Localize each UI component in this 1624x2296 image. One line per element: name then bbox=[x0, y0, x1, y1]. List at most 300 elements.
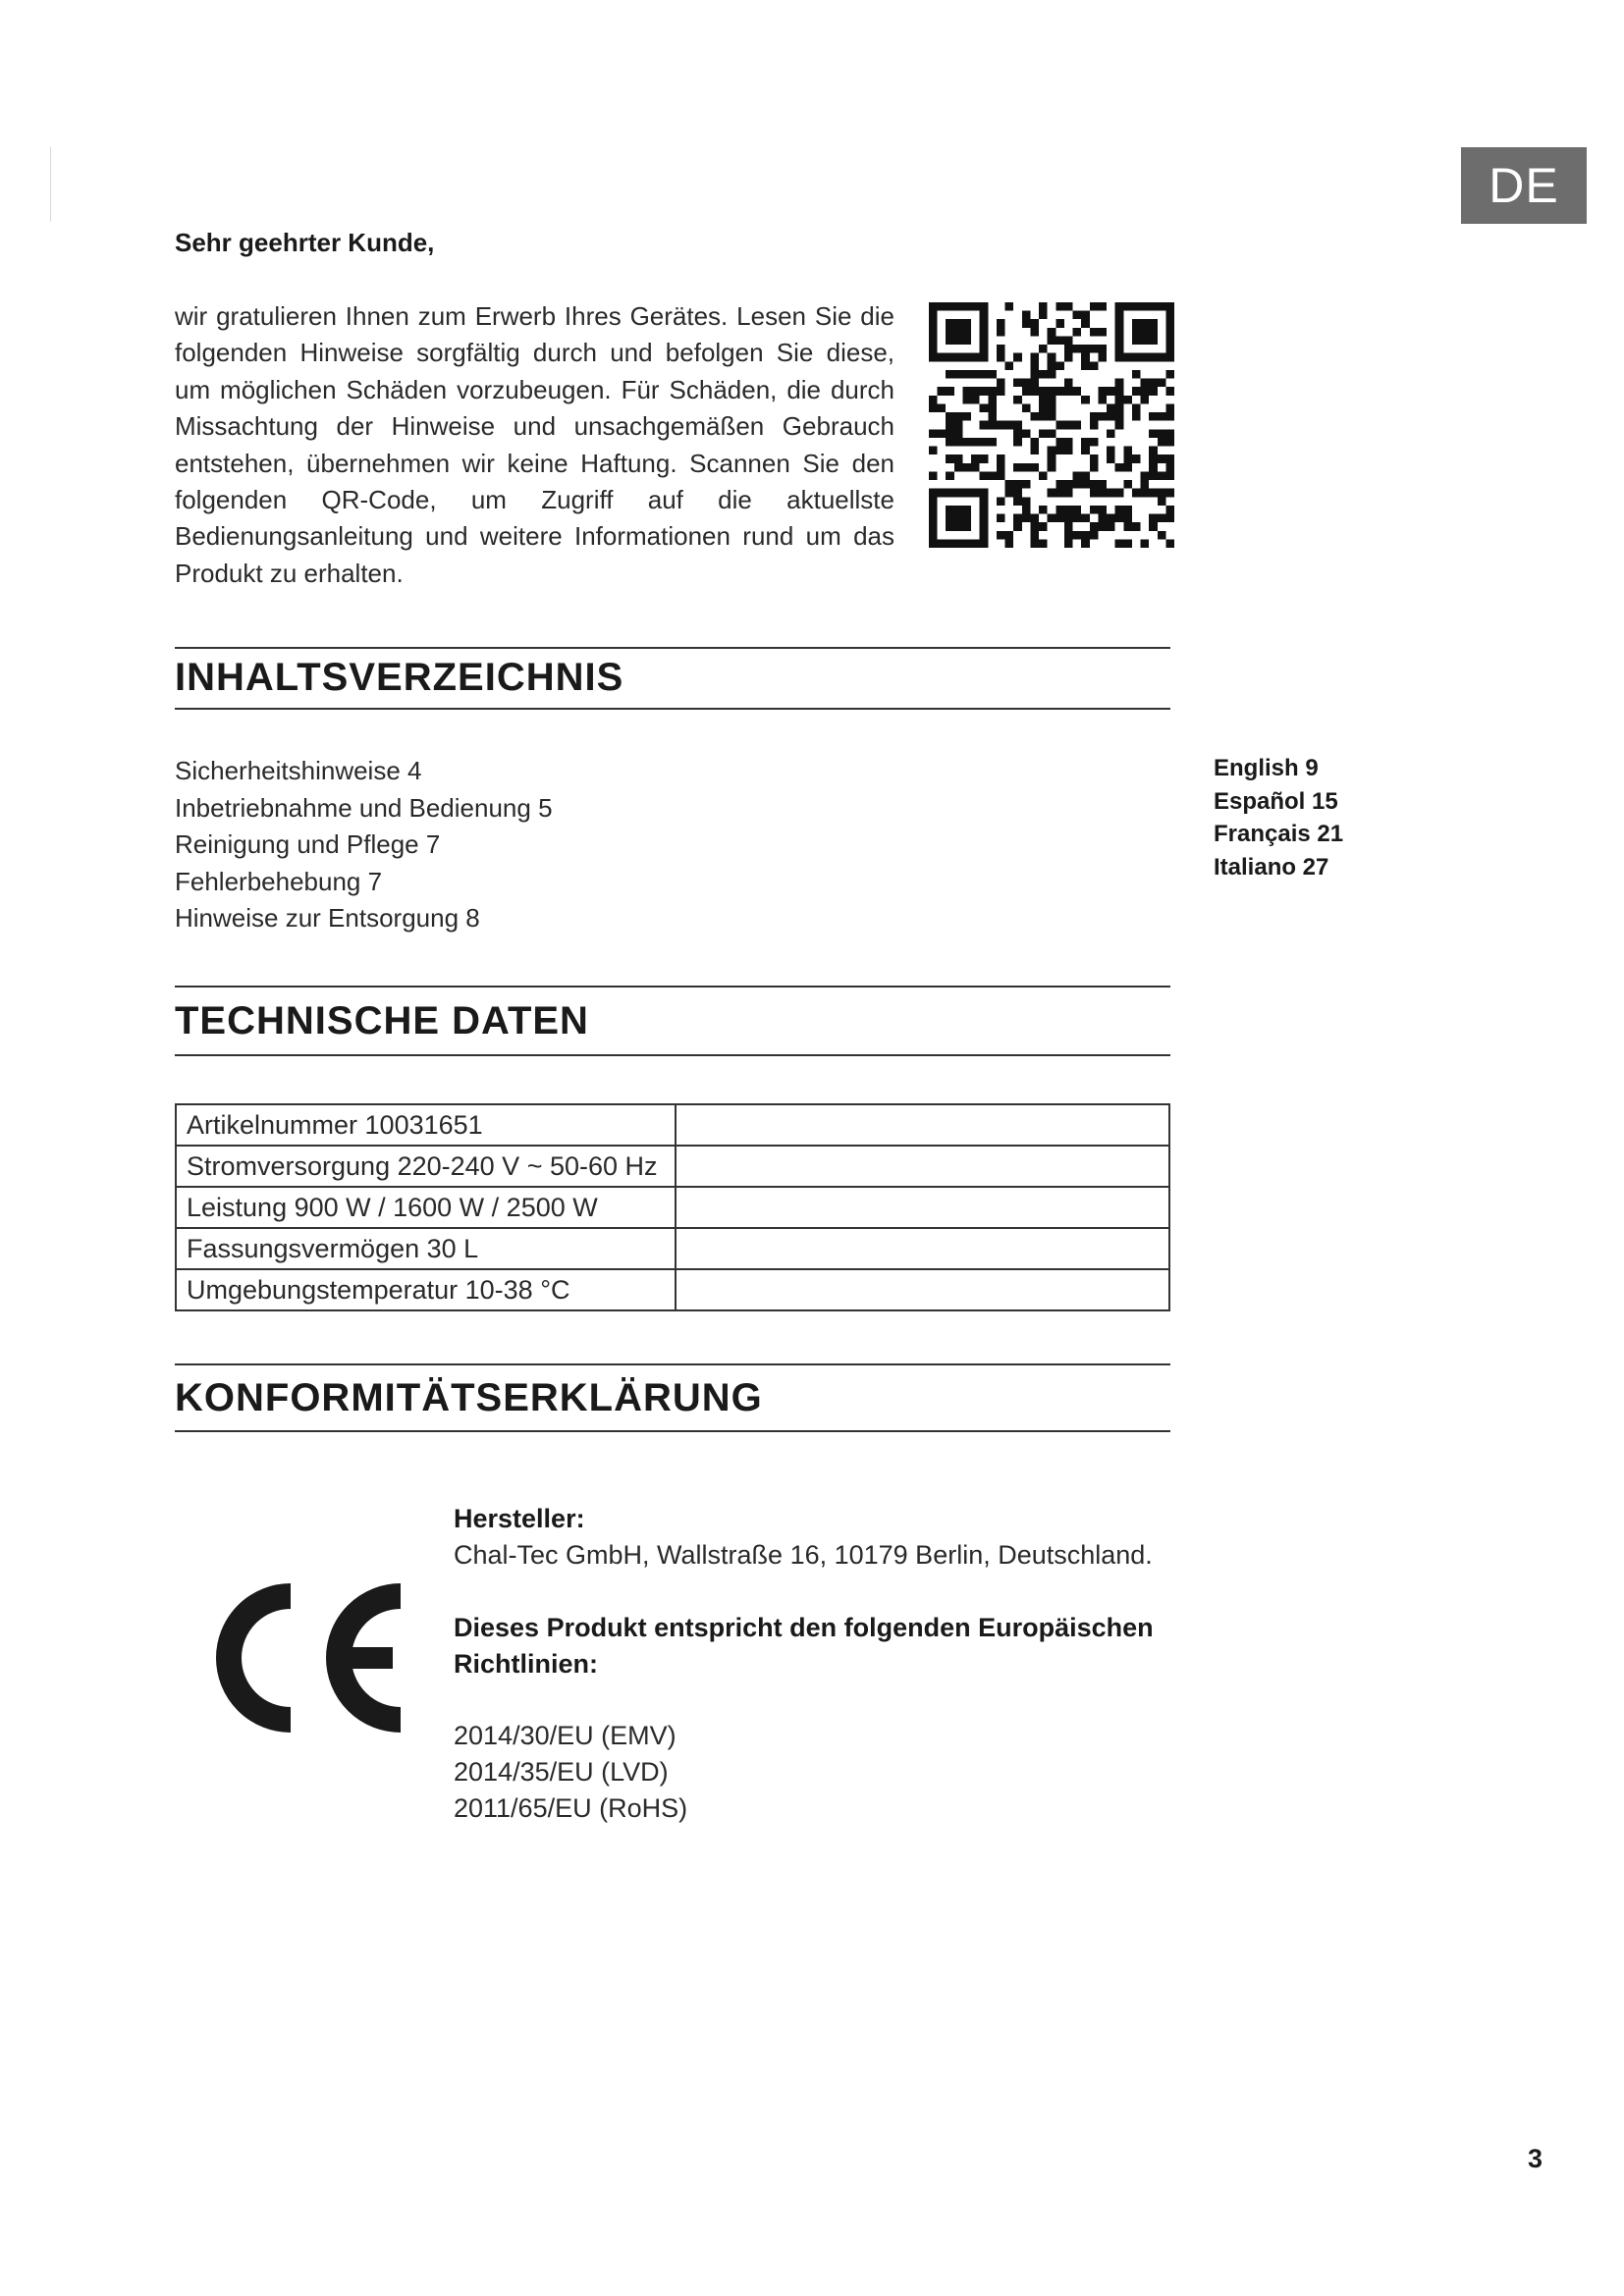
qr-module bbox=[1056, 387, 1064, 396]
qr-module bbox=[1158, 489, 1166, 498]
spec-label: Artikelnummer 10031651 bbox=[176, 1104, 676, 1146]
qr-module bbox=[1141, 396, 1150, 404]
qr-module bbox=[1115, 396, 1124, 404]
qr-module bbox=[1165, 489, 1174, 498]
qr-module bbox=[1022, 311, 1031, 320]
section-rule bbox=[175, 1363, 1170, 1365]
qr-module bbox=[1107, 454, 1115, 463]
table-row bbox=[176, 1146, 1169, 1187]
qr-module bbox=[1115, 387, 1124, 396]
qr-module bbox=[1064, 438, 1073, 447]
qr-module bbox=[1048, 514, 1056, 523]
qr-module bbox=[1056, 480, 1064, 489]
qr-module bbox=[1081, 531, 1090, 540]
page-number: 3 bbox=[1528, 2144, 1543, 2173]
qr-module bbox=[1081, 311, 1090, 320]
qr-module bbox=[954, 463, 963, 472]
qr-module bbox=[1030, 353, 1039, 362]
specs-table bbox=[175, 1103, 1170, 1311]
qr-module bbox=[1141, 379, 1150, 388]
qr-module bbox=[1056, 438, 1064, 447]
qr-module bbox=[997, 328, 1005, 337]
qr-module bbox=[1056, 336, 1064, 345]
qr-module bbox=[1123, 447, 1132, 455]
qr-module bbox=[1098, 412, 1107, 421]
qr-module bbox=[1141, 539, 1150, 548]
language-item[interactable]: Español 15 bbox=[1214, 787, 1338, 815]
qr-module bbox=[1098, 302, 1107, 311]
qr-module bbox=[1098, 489, 1107, 498]
qr-module bbox=[1149, 387, 1158, 396]
qr-module bbox=[1123, 396, 1132, 404]
qr-module bbox=[1090, 361, 1099, 370]
qr-module bbox=[1056, 319, 1064, 328]
qr-module bbox=[1115, 379, 1124, 388]
qr-module bbox=[1132, 370, 1141, 379]
qr-module bbox=[1123, 480, 1132, 489]
qr-module bbox=[1039, 412, 1048, 421]
qr-module bbox=[1141, 471, 1150, 480]
qr-module bbox=[938, 387, 947, 396]
language-list bbox=[1214, 752, 1343, 883]
qr-module bbox=[1090, 489, 1099, 498]
qr-module bbox=[1064, 447, 1073, 455]
qr-module bbox=[1081, 539, 1090, 548]
qr-module bbox=[938, 429, 947, 438]
qr-module bbox=[1132, 403, 1141, 412]
qr-module bbox=[1022, 387, 1031, 396]
qr-module bbox=[1056, 506, 1064, 514]
qr-module bbox=[946, 387, 954, 396]
qr-module bbox=[1056, 421, 1064, 430]
qr-module bbox=[1165, 403, 1174, 412]
qr-module bbox=[1064, 345, 1073, 353]
qr-module bbox=[1048, 336, 1056, 345]
qr-module bbox=[954, 438, 963, 447]
qr-module bbox=[1073, 421, 1082, 430]
qr-module bbox=[1056, 361, 1064, 370]
qr-module bbox=[1123, 522, 1132, 531]
qr-module bbox=[1090, 421, 1099, 430]
qr-module bbox=[1056, 514, 1064, 523]
qr-module bbox=[1132, 412, 1141, 421]
qr-module bbox=[1141, 480, 1150, 489]
qr-module bbox=[1081, 353, 1090, 362]
qr-module bbox=[1013, 421, 1022, 430]
qr-module bbox=[1158, 497, 1166, 506]
qr-module bbox=[1005, 361, 1014, 370]
qr-module bbox=[1022, 480, 1031, 489]
qr-module bbox=[1064, 387, 1073, 396]
qr-module bbox=[1064, 514, 1073, 523]
qr-module bbox=[1158, 531, 1166, 540]
qr-module bbox=[1030, 514, 1039, 523]
qr-module bbox=[954, 421, 963, 430]
qr-module bbox=[1030, 531, 1039, 540]
qr-module bbox=[1090, 438, 1099, 447]
qr-module bbox=[1165, 429, 1174, 438]
qr-module bbox=[1039, 370, 1048, 379]
qr-module bbox=[1073, 531, 1082, 540]
directive-item: 2014/30/EU (EMV) bbox=[454, 1721, 677, 1750]
qr-module bbox=[1107, 429, 1115, 438]
qr-module bbox=[1115, 421, 1124, 430]
language-item[interactable]: Italiano 27 bbox=[1214, 853, 1329, 881]
qr-module bbox=[1123, 514, 1132, 523]
qr-module bbox=[1165, 539, 1174, 548]
section-rule bbox=[175, 1054, 1170, 1056]
directive-item: 2011/65/EU (RoHS) bbox=[454, 1793, 688, 1823]
qr-module bbox=[1081, 396, 1090, 404]
qr-module bbox=[1090, 463, 1099, 472]
qr-module bbox=[1048, 403, 1056, 412]
qr-module bbox=[1165, 471, 1174, 480]
qr-module bbox=[1090, 412, 1099, 421]
qr-module bbox=[997, 471, 1005, 480]
qr-module bbox=[1039, 396, 1048, 404]
spec-value bbox=[676, 1187, 1169, 1228]
qr-module bbox=[988, 387, 997, 396]
qr-module bbox=[1115, 463, 1124, 472]
qr-module bbox=[1022, 429, 1031, 438]
qr-module bbox=[946, 454, 954, 463]
qr-module bbox=[1165, 370, 1174, 379]
qr-module bbox=[1098, 387, 1107, 396]
qr-module bbox=[1013, 522, 1022, 531]
qr-module bbox=[1158, 429, 1166, 438]
qr-module bbox=[1107, 412, 1115, 421]
qr-module bbox=[980, 438, 989, 447]
qr-module bbox=[1048, 361, 1056, 370]
qr-module bbox=[1149, 412, 1158, 421]
section-rule bbox=[175, 708, 1170, 710]
qr-module bbox=[954, 370, 963, 379]
qr-module bbox=[962, 463, 971, 472]
qr-module bbox=[1064, 421, 1073, 430]
qr-module bbox=[1013, 480, 1022, 489]
qr-module bbox=[1022, 319, 1031, 328]
qr-module bbox=[1073, 471, 1082, 480]
qr-module bbox=[1149, 447, 1158, 455]
qr-module bbox=[997, 345, 1005, 353]
qr-module bbox=[997, 421, 1005, 430]
qr-module bbox=[1107, 489, 1115, 498]
toc-item[interactable]: Fehlerbehebung 7 bbox=[175, 866, 383, 896]
conformity-title: KONFORMITÄTSERKLÄRUNG bbox=[175, 1376, 763, 1419]
qr-module bbox=[929, 403, 938, 412]
qr-module bbox=[1064, 531, 1073, 540]
spec-value bbox=[676, 1146, 1169, 1187]
qr-module bbox=[1141, 489, 1150, 498]
qr-module bbox=[946, 421, 954, 430]
qr-module bbox=[1073, 480, 1082, 489]
qr-module bbox=[1048, 412, 1056, 421]
qr-module bbox=[1073, 514, 1082, 523]
qr-module bbox=[1115, 403, 1124, 412]
spec-value bbox=[676, 1104, 1169, 1146]
qr-module bbox=[1039, 345, 1048, 353]
intro-paragraph: wir gratulieren Ihnen zum Erwerb Ihres Gerätes. Lesen Sie die folgenden Hinweise sorgfältig durch und befolgen Sie diese, um möglichen Schäden vorzubeugen. Für Schäden, die durch Missachtung der Hinweise und unsachgemäßen Gebrauch entstehen, übernehmen wir keine Haftung. Scannen Sie den folgenden QR-Code, um Zugriff auf die aktuellste Bedienungsanleitung und weitere Informationen rund um das Produkt zu erhalten. bbox=[175, 301, 894, 588]
qr-module bbox=[1005, 489, 1014, 498]
qr-module bbox=[1013, 396, 1022, 404]
qr-module bbox=[1081, 447, 1090, 455]
qr-module bbox=[1090, 454, 1099, 463]
qr-module bbox=[929, 471, 938, 480]
qr-module bbox=[1141, 387, 1150, 396]
qr-module bbox=[1107, 447, 1115, 455]
qr-module bbox=[997, 531, 1005, 540]
qr-module bbox=[1005, 539, 1014, 548]
spec-label: Stromversorgung 220-240 V ~ 50-60 Hz bbox=[176, 1146, 676, 1187]
qr-module bbox=[1013, 379, 1022, 388]
spec-label: Umgebungstemperatur 10-38 °C bbox=[176, 1269, 676, 1310]
qr-module bbox=[1098, 506, 1107, 514]
qr-module bbox=[1149, 471, 1158, 480]
qr-module bbox=[980, 370, 989, 379]
table-row bbox=[176, 1187, 1169, 1228]
qr-module bbox=[971, 454, 980, 463]
qr-module bbox=[1115, 489, 1124, 498]
qr-module bbox=[962, 387, 971, 396]
qr-module bbox=[946, 471, 954, 480]
margin-line bbox=[50, 147, 51, 222]
qr-module bbox=[1048, 370, 1056, 379]
language-item[interactable]: English 9 bbox=[1214, 755, 1319, 781]
qr-module bbox=[1115, 514, 1124, 523]
greeting: Sehr geehrter Kunde, bbox=[175, 228, 435, 257]
qr-module bbox=[1132, 522, 1141, 531]
qr-module bbox=[938, 403, 947, 412]
qr-module bbox=[962, 370, 971, 379]
table-row bbox=[176, 1269, 1169, 1310]
qr-module bbox=[1098, 396, 1107, 404]
qr-code-icon[interactable] bbox=[929, 302, 1174, 548]
qr-module bbox=[1064, 336, 1073, 345]
qr-module bbox=[1030, 319, 1039, 328]
qr-module bbox=[1158, 412, 1166, 421]
qr-module bbox=[1107, 522, 1115, 531]
qr-module bbox=[1090, 345, 1099, 353]
qr-module bbox=[1090, 480, 1099, 489]
qr-module bbox=[1149, 522, 1158, 531]
toc-item[interactable]: Inbetriebnahme und Bedienung 5 bbox=[175, 792, 553, 823]
qr-module bbox=[997, 454, 1005, 463]
qr-module bbox=[1081, 345, 1090, 353]
qr-module bbox=[997, 387, 1005, 396]
qr-module bbox=[962, 438, 971, 447]
table-row bbox=[176, 1228, 1169, 1269]
section-rule bbox=[175, 986, 1170, 988]
qr-module bbox=[1013, 353, 1022, 362]
qr-module bbox=[997, 514, 1005, 523]
qr-module bbox=[1064, 353, 1073, 362]
qr-module bbox=[1132, 489, 1141, 498]
qr-module bbox=[988, 421, 997, 430]
qr-module bbox=[1048, 489, 1056, 498]
qr-module bbox=[1005, 480, 1014, 489]
qr-module bbox=[1098, 345, 1107, 353]
qr-module bbox=[1030, 379, 1039, 388]
conformity-statement: Dieses Produkt entspricht den folgenden Europäischen bbox=[454, 1613, 1154, 1642]
qr-module bbox=[946, 429, 954, 438]
qr-module bbox=[988, 412, 997, 421]
qr-module bbox=[1056, 302, 1064, 311]
qr-module bbox=[1090, 531, 1099, 540]
qr-module bbox=[1013, 438, 1022, 447]
qr-module bbox=[1098, 328, 1107, 337]
qr-module bbox=[1081, 319, 1090, 328]
qr-module bbox=[1030, 412, 1039, 421]
qr-module bbox=[1022, 379, 1031, 388]
qr-module bbox=[1030, 387, 1039, 396]
qr-module bbox=[946, 412, 954, 421]
qr-module bbox=[971, 370, 980, 379]
qr-module bbox=[1039, 302, 1048, 311]
qr-module bbox=[1165, 514, 1174, 523]
toc-item[interactable]: Hinweise zur Entsorgung 8 bbox=[175, 903, 480, 933]
qr-module bbox=[997, 379, 1005, 388]
qr-module bbox=[954, 412, 963, 421]
qr-module bbox=[1165, 387, 1174, 396]
qr-module bbox=[1073, 506, 1082, 514]
qr-module bbox=[988, 403, 997, 412]
qr-module bbox=[1056, 489, 1064, 498]
section-rule bbox=[175, 647, 1170, 649]
qr-module bbox=[1123, 506, 1132, 514]
qr-module bbox=[988, 370, 997, 379]
language-tab: DE bbox=[1461, 147, 1587, 224]
qr-module bbox=[1022, 506, 1031, 514]
table-of-contents bbox=[175, 753, 553, 937]
language-item[interactable]: Français 21 bbox=[1214, 821, 1344, 847]
qr-module bbox=[1064, 539, 1073, 548]
qr-module bbox=[1030, 370, 1039, 379]
qr-module bbox=[1165, 506, 1174, 514]
qr-module bbox=[980, 387, 989, 396]
qr-module bbox=[1048, 463, 1056, 472]
qr-module bbox=[1039, 403, 1048, 412]
table-row bbox=[176, 1104, 1169, 1146]
qr-module bbox=[962, 396, 971, 404]
qr-module bbox=[1039, 539, 1048, 548]
qr-module bbox=[1073, 387, 1082, 396]
qr-module bbox=[1013, 463, 1022, 472]
qr-module bbox=[1158, 379, 1166, 388]
toc-title: INHALTSVERZEICHNIS bbox=[175, 656, 624, 699]
qr-module bbox=[1123, 539, 1132, 548]
specs-title: TECHNISCHE DATEN bbox=[175, 999, 589, 1042]
qr-module bbox=[1149, 514, 1158, 523]
qr-module bbox=[962, 412, 971, 421]
qr-module bbox=[929, 447, 938, 455]
qr-module bbox=[1030, 539, 1039, 548]
qr-module bbox=[980, 454, 989, 463]
qr-module bbox=[988, 438, 997, 447]
manufacturer-label: Hersteller: bbox=[454, 1504, 585, 1533]
qr-module bbox=[971, 387, 980, 396]
qr-module bbox=[980, 471, 989, 480]
qr-module bbox=[1048, 328, 1056, 337]
qr-module bbox=[954, 454, 963, 463]
qr-module bbox=[988, 471, 997, 480]
qr-module bbox=[1165, 463, 1174, 472]
qr-module bbox=[997, 497, 1005, 506]
qr-module bbox=[1098, 514, 1107, 523]
qr-module bbox=[1030, 522, 1039, 531]
qr-module bbox=[946, 370, 954, 379]
qr-module bbox=[1098, 480, 1107, 489]
qr-module bbox=[988, 396, 997, 404]
qr-module bbox=[1048, 396, 1056, 404]
qr-module bbox=[1039, 522, 1048, 531]
qr-module bbox=[1030, 328, 1039, 337]
qr-module bbox=[1115, 506, 1124, 514]
qr-module bbox=[1030, 463, 1039, 472]
qr-module bbox=[1081, 471, 1090, 480]
qr-module bbox=[1090, 302, 1099, 311]
qr-module bbox=[1064, 302, 1073, 311]
qr-module bbox=[1165, 454, 1174, 463]
qr-module bbox=[1149, 463, 1158, 472]
qr-module bbox=[1039, 471, 1048, 480]
qr-module bbox=[1048, 447, 1056, 455]
qr-module bbox=[1123, 454, 1132, 463]
qr-module bbox=[1030, 447, 1039, 455]
manufacturer-address: Chal-Tec GmbH, Wallstraße 16, 10179 Berlin, Deutschland. bbox=[454, 1540, 1153, 1570]
qr-module bbox=[1115, 412, 1124, 421]
qr-module bbox=[1073, 311, 1082, 320]
qr-module bbox=[1090, 522, 1099, 531]
qr-module bbox=[980, 421, 989, 430]
qr-module bbox=[1048, 429, 1056, 438]
qr-module bbox=[1090, 506, 1099, 514]
qr-module bbox=[997, 463, 1005, 472]
qr-module bbox=[1013, 497, 1022, 506]
qr-module bbox=[1081, 514, 1090, 523]
qr-module bbox=[1056, 447, 1064, 455]
qr-module bbox=[1005, 421, 1014, 430]
directive-item: 2014/35/EU (LVD) bbox=[454, 1757, 669, 1787]
qr-module bbox=[1158, 454, 1166, 463]
qr-module bbox=[1132, 454, 1141, 463]
qr-module bbox=[971, 438, 980, 447]
toc-item[interactable]: Reinigung und Pflege 7 bbox=[175, 829, 441, 859]
toc-item[interactable]: Sicherheitshinweise 4 bbox=[175, 756, 422, 785]
qr-module bbox=[1013, 489, 1022, 498]
qr-module bbox=[1158, 471, 1166, 480]
qr-module bbox=[1030, 361, 1039, 370]
qr-module bbox=[1149, 379, 1158, 388]
qr-module bbox=[1022, 497, 1031, 506]
qr-module bbox=[1022, 463, 1031, 472]
qr-module bbox=[1165, 412, 1174, 421]
conformity-statement: Richtlinien: bbox=[454, 1649, 598, 1679]
qr-module bbox=[1149, 454, 1158, 463]
qr-module bbox=[1123, 463, 1132, 472]
section-rule bbox=[175, 1430, 1170, 1432]
qr-module bbox=[929, 429, 938, 438]
qr-module bbox=[1165, 438, 1174, 447]
qr-module bbox=[1149, 489, 1158, 498]
qr-module bbox=[1030, 438, 1039, 447]
qr-module bbox=[1048, 454, 1056, 463]
qr-module bbox=[1158, 514, 1166, 523]
qr-module bbox=[1107, 387, 1115, 396]
qr-module bbox=[1039, 506, 1048, 514]
qr-module bbox=[980, 403, 989, 412]
qr-module bbox=[1158, 438, 1166, 447]
qr-module bbox=[1048, 387, 1056, 396]
